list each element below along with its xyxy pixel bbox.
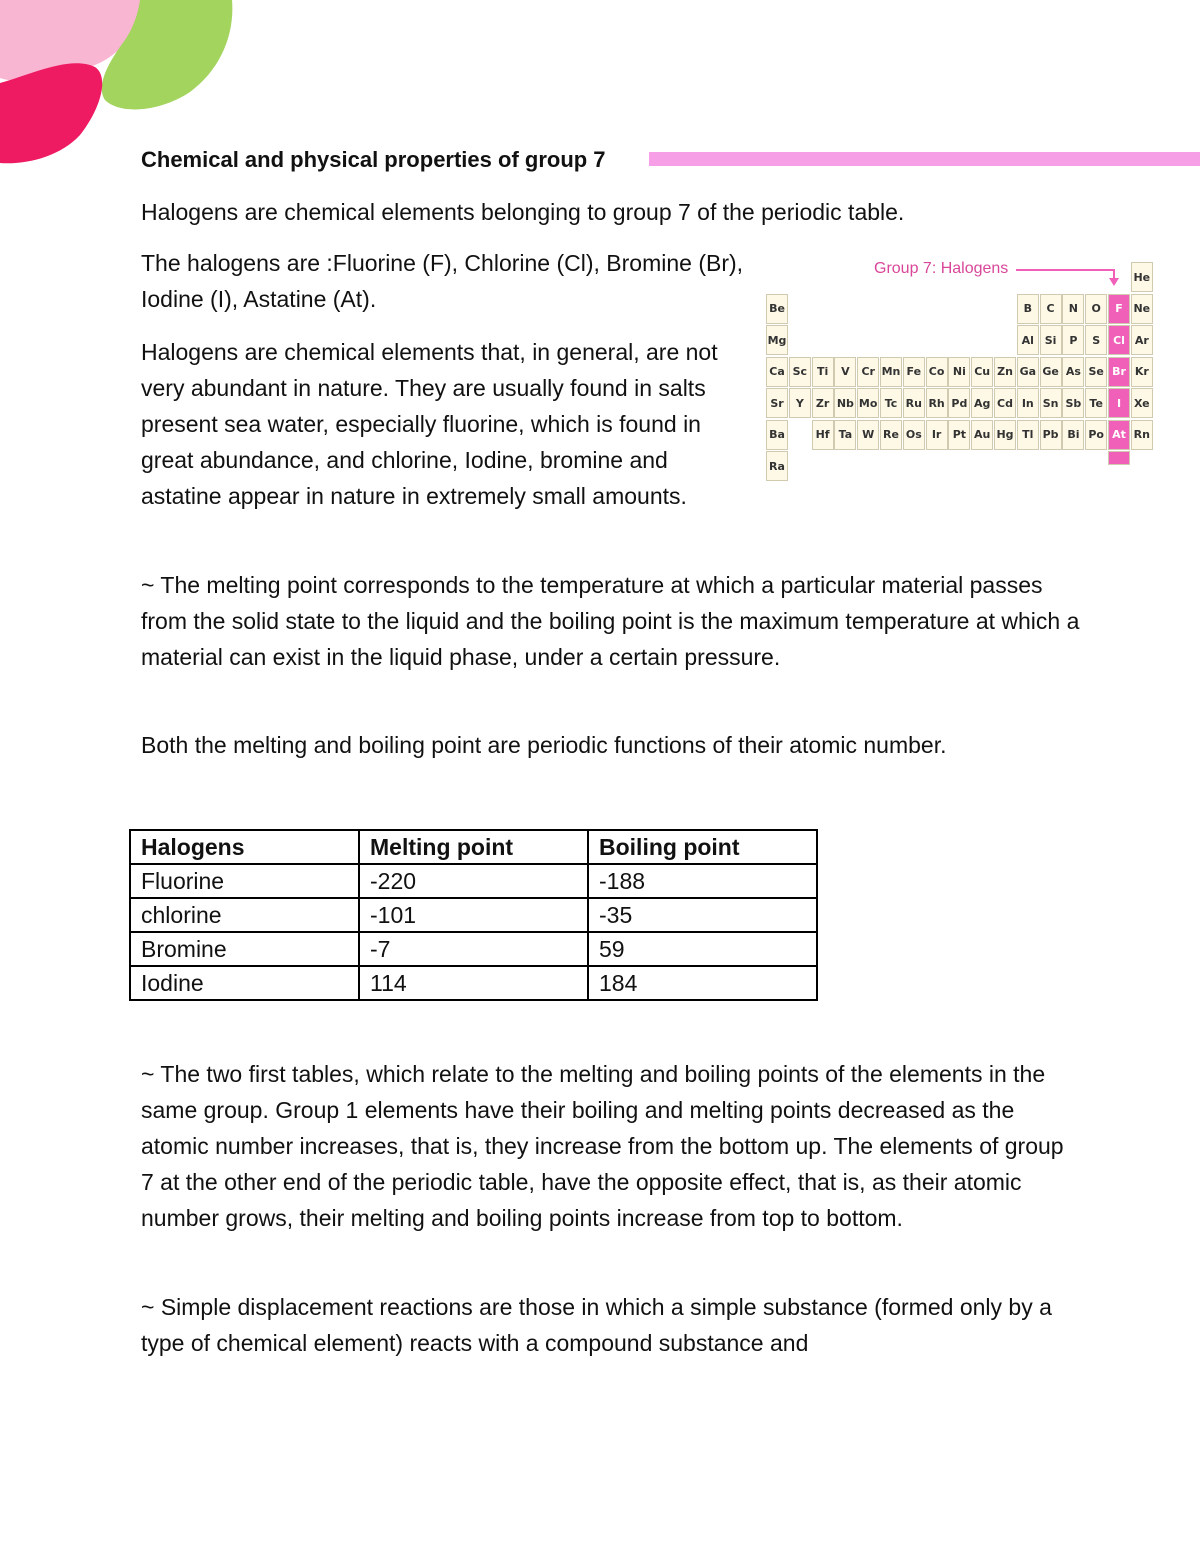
element-cell-be: Be (766, 294, 788, 324)
element-cell-po: Po (1085, 420, 1107, 450)
element-cell-fe: Fe (903, 357, 925, 387)
displacement-paragraph: ~ Simple displacement reactions are those in which a simple substance (formed only by a type of chemical element) reacts with a compound substance and (141, 1294, 1052, 1356)
element-cell-he: He (1131, 262, 1153, 292)
element-cell-ca: Ca (766, 357, 788, 387)
halogen-name: chlorine (130, 898, 359, 932)
element-cell-rh: Rh (926, 388, 948, 418)
element-cell-co: Co (926, 357, 948, 387)
element-cell-c: C (1040, 294, 1062, 324)
melting-value: -7 (359, 932, 588, 966)
element-cell-ga: Ga (1017, 357, 1039, 387)
element-cell-y: Y (789, 388, 811, 418)
table-row (130, 966, 817, 1000)
element-cell-zr: Zr (812, 388, 834, 418)
element-cell-pt: Pt (948, 420, 970, 450)
melting-boiling-table (129, 829, 818, 1001)
element-cell-tc: Tc (880, 388, 902, 418)
figure-title: Group 7: Halogens (874, 260, 1009, 277)
boiling-value: -35 (588, 898, 817, 932)
table-row (130, 932, 817, 966)
element-cell-ni: Ni (948, 357, 970, 387)
melting-value: 114 (359, 966, 588, 1000)
accent-bar (649, 152, 1200, 166)
boiling-value: 59 (588, 932, 817, 966)
intro-paragraph: Halogens are chemical elements belonging to group 7 of the periodic table. (141, 199, 905, 225)
element-cell-tl: Tl (1017, 420, 1039, 450)
element-cell-ru: Ru (903, 388, 925, 418)
element-cell-b: B (1017, 294, 1039, 324)
element-cell-xe: Xe (1131, 388, 1153, 418)
element-cell-si: Si (1040, 325, 1062, 355)
element-cell-br: Br (1108, 357, 1130, 387)
green-blob-decoration (100, 0, 235, 115)
element-cell-al: Al (1017, 325, 1039, 355)
element-cell-cr: Cr (857, 357, 879, 387)
element-cell-se: Se (1085, 357, 1107, 387)
element-cell-zn: Zn (994, 357, 1016, 387)
element-cell-cu: Cu (971, 357, 993, 387)
element-cell-sb: Sb (1062, 388, 1084, 418)
element-cell-s: S (1085, 325, 1107, 355)
periodic-paragraph: Both the melting and boiling point are periodic functions of their atomic number. (141, 732, 947, 758)
melting-value: -101 (359, 898, 588, 932)
element-cell-ra: Ra (766, 451, 788, 481)
element-cell-bi: Bi (1062, 420, 1084, 450)
element-cell-f: F (1108, 294, 1130, 324)
element-cell-kr: Kr (1131, 357, 1153, 387)
element-cell-au: Au (971, 420, 993, 450)
element-cell-at: At (1108, 420, 1130, 450)
abundance-paragraph: Halogens are chemical elements that, in general, are not very abundant in nature. They are usually found in salts present sea water, especially fluorine, which is found in great abundance, and chlorine, Iodine, bromine and astatine appear in nature in extremely small amounts. (141, 339, 718, 509)
header-halogens: Halogens (130, 830, 359, 864)
element-cell-ti: Ti (812, 357, 834, 387)
arrow-icon (1016, 260, 1126, 286)
element-cell-ta: Ta (834, 420, 856, 450)
element-cell-in: In (1017, 388, 1039, 418)
element-cell-sn: Sn (1040, 388, 1062, 418)
element-cell-w: W (857, 420, 879, 450)
element-cell-v: V (834, 357, 856, 387)
element-cell-rn: Rn (1131, 420, 1153, 450)
element-cell-ir: Ir (926, 420, 948, 450)
melting-definition-paragraph: ~ The melting point corresponds to the temperature at which a particular material passes from the solid state to the liquid and the boiling point is the maximum temperature at which a material can exist in the liquid phase, under a certain pressure. (141, 572, 1080, 670)
element-cell-ba: Ba (766, 420, 788, 450)
heading-row (141, 146, 1200, 176)
element-cell-nb: Nb (834, 388, 856, 418)
halogen-name: Fluorine (130, 864, 359, 898)
element-cell-pd: Pd (948, 388, 970, 418)
element-cell-cd: Cd (994, 388, 1016, 418)
element-cell-ne: Ne (1131, 294, 1153, 324)
halogen-column-extension (1108, 451, 1130, 465)
element-cell-hf: Hf (812, 420, 834, 450)
element-cell-p: P (1062, 325, 1084, 355)
element-cell-ge: Ge (1040, 357, 1062, 387)
element-cell-n: N (1062, 294, 1084, 324)
table-row (130, 864, 817, 898)
table-header-row (130, 830, 817, 864)
element-cell-sr: Sr (766, 388, 788, 418)
halogen-name: Bromine (130, 932, 359, 966)
element-cell-sc: Sc (789, 357, 811, 387)
element-cell-mo: Mo (857, 388, 879, 418)
halogen-list-paragraph: The halogens are :Fluorine (F), Chlorine (Cl), Bromine (Br), Iodine (I), Astatine (At). (141, 250, 744, 312)
header-melting-point: Melting point (359, 830, 588, 864)
element-cell-te: Te (1085, 388, 1107, 418)
element-cell-i: I (1108, 388, 1130, 418)
element-cell-mg: Mg (766, 325, 788, 355)
element-cell-mn: Mn (880, 357, 902, 387)
page-title: Chemical and physical properties of group 7 (141, 147, 606, 172)
element-cell-cl: Cl (1108, 325, 1130, 355)
periodic-table-figure (766, 250, 1156, 490)
red-blob-decoration (0, 55, 110, 170)
element-cell-re: Re (880, 420, 902, 450)
element-cell-o: O (1085, 294, 1107, 324)
boiling-value: -188 (588, 864, 817, 898)
element-cell-os: Os (903, 420, 925, 450)
header-boiling-point: Boiling point (588, 830, 817, 864)
table-row (130, 898, 817, 932)
element-cell-hg: Hg (994, 420, 1016, 450)
element-cell-pb: Pb (1040, 420, 1062, 450)
element-cell-ar: Ar (1131, 325, 1153, 355)
boiling-value: 184 (588, 966, 817, 1000)
melting-value: -220 (359, 864, 588, 898)
element-cell-as: As (1062, 357, 1084, 387)
element-cell-ag: Ag (971, 388, 993, 418)
trend-paragraph: ~ The two first tables, which relate to the melting and boiling points of the elements in the same group. Group 1 elements have their boiling and melting points decreased as the atomic number increases, that is, they increase from the bottom up. The elements of group 7 at the other end of the periodic table, have the opposite effect, that is, as their atomic number grows, their melting and boiling points increase from top to bottom. (141, 1061, 1064, 1231)
halogen-name: Iodine (130, 966, 359, 1000)
